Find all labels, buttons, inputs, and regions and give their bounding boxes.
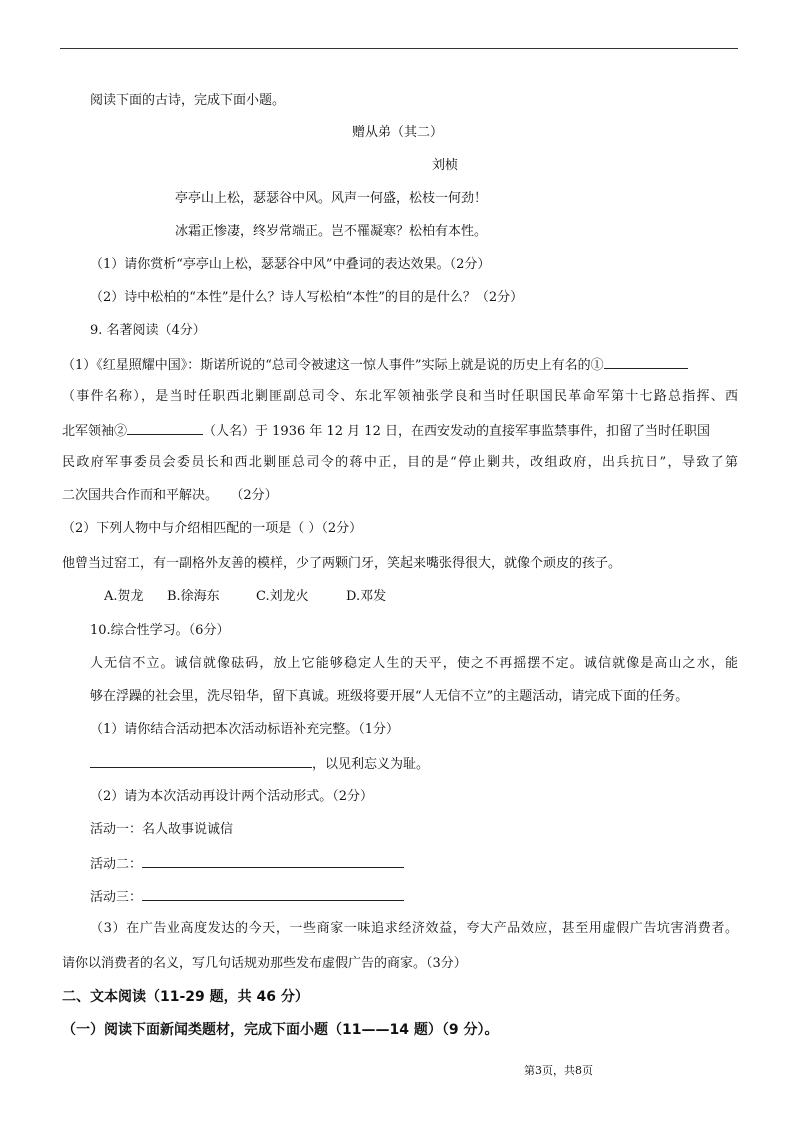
q9-part2-description: 他曾当过窑工，有一副格外友善的模样，少了两颗门牙，笑起来嘴张得很大，就像个顽皮的孩子。 bbox=[62, 556, 622, 571]
option-a[interactable]: A.贺龙 bbox=[104, 589, 144, 604]
option-c[interactable]: C.刘龙火 bbox=[256, 589, 309, 604]
answer-blank-event-name[interactable] bbox=[604, 355, 688, 369]
q9-part1-line-4: 民政府军事委员会委员长和西北剿匪总司令的蒋中正，目的是“停止剿共，改组政府，出兵抗日”，导致了第 bbox=[62, 455, 738, 470]
poem-line-1: 亭亭山上松，瑟瑟谷中风。风声一何盛，松枝一何劲！ bbox=[175, 191, 488, 206]
answer-blank-activity-3[interactable] bbox=[142, 887, 404, 901]
option-b[interactable]: B.徐海东 bbox=[167, 589, 220, 604]
q9-part1-line-3b: （人名）于 1936 年 12 月 12 日，在西安发动的直接军事监禁事件，扣留了当时任职国 bbox=[203, 424, 710, 439]
subsection-heading: （一）阅读下面新闻类题材，完成下面小题（11——14 题）（9 分）。 bbox=[62, 1022, 499, 1038]
activity-2-line bbox=[90, 854, 404, 874]
q9-part1-line-1 bbox=[62, 355, 688, 375]
poem-author: 刘桢 bbox=[432, 158, 459, 173]
poem-instruction: 阅读下面的古诗，完成下面小题。 bbox=[90, 93, 286, 108]
q9-part1-text: （1）《红星照耀中国》：斯诺所说的“总司令被逮这一惊人事件”实际上就是说的历史上有名的 bbox=[62, 358, 591, 373]
q10-subquestion-3-line-1: （3）在广告业高度发达的今天，一些商家一味追求经济效益，夸大产品效应，甚至用虚假广告坑害消费者。 bbox=[90, 921, 738, 936]
q9-title: 9. 名著阅读（4分） bbox=[90, 323, 206, 338]
q10-subquestion-3-line-2: 请你以消费者的名义，写几句话规劝那些发布虚假广告的商家。（3分） bbox=[62, 956, 467, 971]
poem-line-2: 冰霜正惨凄，终岁常端正。岂不罹凝寒？松柏有本性。 bbox=[175, 224, 488, 239]
poem-question-1: （1）请你赏析“亭亭山上松，瑟瑟谷中风”中叠词的表达效果。（2分） bbox=[90, 257, 491, 272]
activity-3-line bbox=[90, 887, 404, 907]
q10-paragraph-line-2: 够在浮躁的社会里，洗尽铅华，留下真诚。班级将要开展“人无信不立”的主题活动，请完成下面的任务。 bbox=[90, 689, 689, 704]
q9-part1-line-3 bbox=[62, 421, 710, 441]
header-rule bbox=[60, 48, 738, 49]
answer-blank-slogan[interactable] bbox=[90, 754, 312, 768]
section-heading: 二、文本阅读（11-29 题，共 46 分） bbox=[62, 989, 309, 1005]
slogan-tail: ，以见利忘义为耻。 bbox=[312, 757, 430, 772]
activity-3-label: 活动三： bbox=[90, 890, 143, 905]
q9-part1-line-2: （事件名称），是当时任职西北剿匪副总司令、东北军领袖张学良和当时任职国民革命军第十七路总指挥、西 bbox=[62, 389, 738, 404]
page-number: 第3页，共8页 bbox=[524, 1064, 593, 1077]
q9-part1-line-3a: 北军领袖② bbox=[62, 424, 128, 439]
option-d[interactable]: D.邓发 bbox=[346, 589, 387, 604]
q10-paragraph-line-1: 人无信不立。诚信就像砝码，放上它能够稳定人生的天平，使之不再摇摆不定。诚信就像是高山之水，能 bbox=[90, 656, 738, 671]
poem-question-2: （2）诗中松柏的“本性”是什么？诗人写松柏“本性”的目的是什么？（2分） bbox=[90, 290, 524, 305]
answer-blank-person-name[interactable] bbox=[127, 421, 203, 435]
q10-title: 10.综合性学习。（6分） bbox=[90, 623, 230, 638]
slogan-line bbox=[90, 754, 429, 774]
q9-part1-line-5: 二次国共合作而和平解决。 （2分） bbox=[62, 488, 278, 503]
q10-subquestion-2: （2）请为本次活动再设计两个活动形式。（2分） bbox=[90, 789, 374, 804]
answer-blank-activity-2[interactable] bbox=[142, 854, 404, 868]
q9-part2-question: （2）下列人物中与介绍相匹配的一项是（ ）（2分） bbox=[62, 521, 363, 536]
poem-title: 赠从弟（其二） bbox=[352, 125, 444, 140]
activity-1: 活动一：名人故事说诚信 bbox=[90, 822, 234, 837]
activity-2-label: 活动二： bbox=[90, 857, 143, 872]
q9-blank-mark-1: ① bbox=[590, 358, 604, 373]
q10-subquestion-1: （1）请你结合活动把本次活动标语补充完整。（1分） bbox=[90, 722, 400, 737]
